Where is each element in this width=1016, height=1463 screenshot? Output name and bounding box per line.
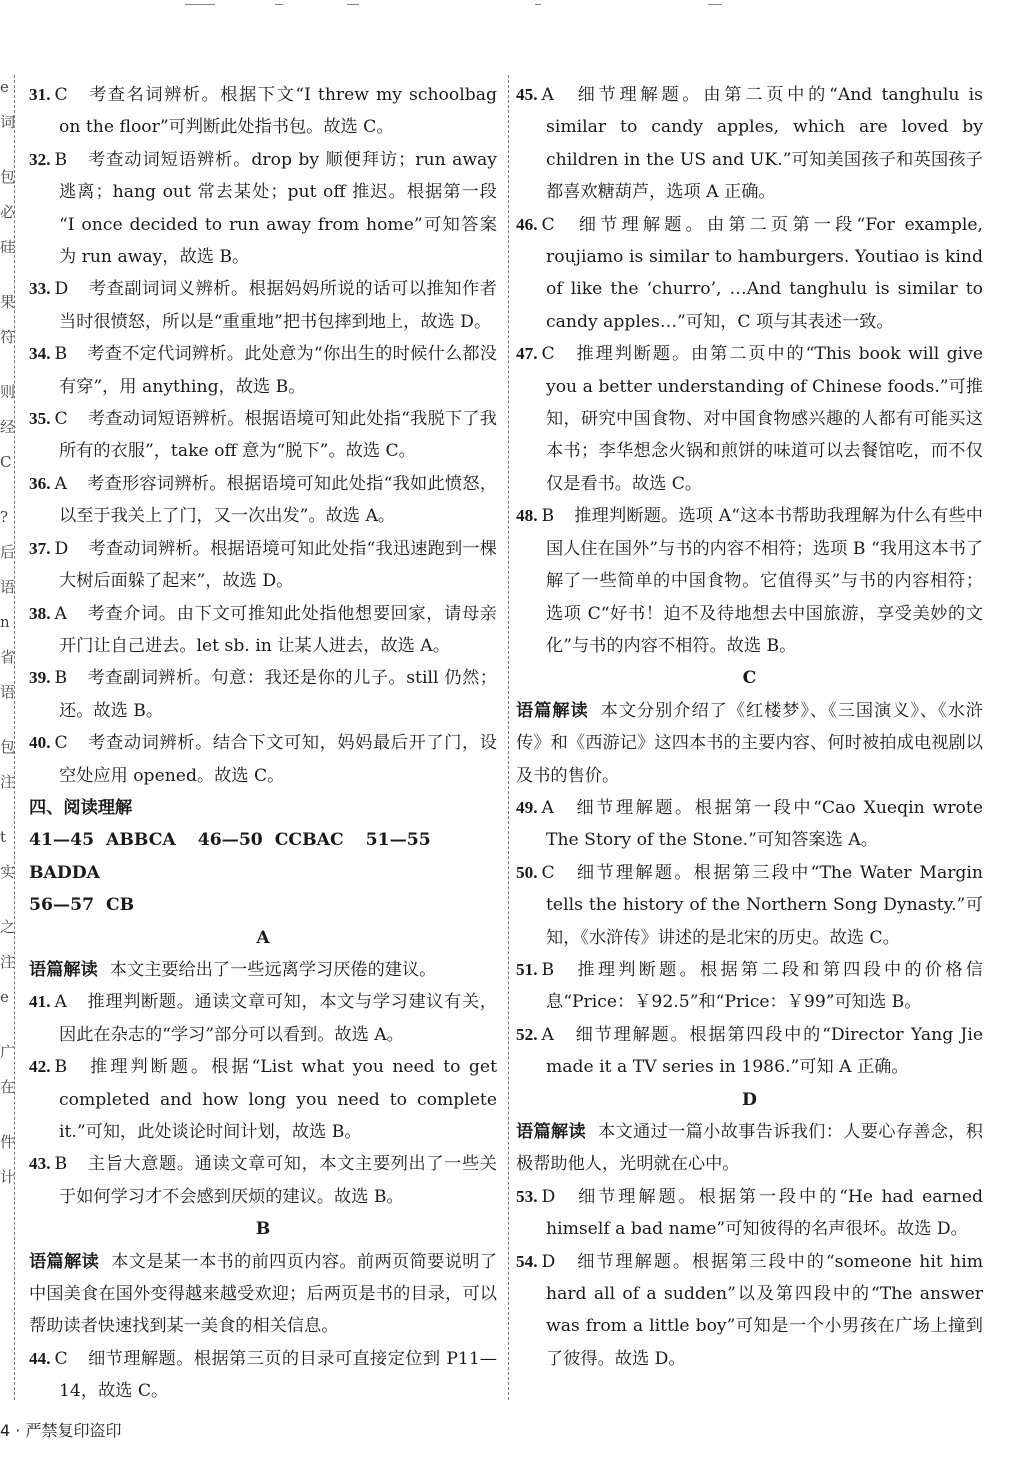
part-c-summary (516, 695, 983, 792)
question-number: 33. (29, 279, 51, 299)
answer-letter: A (54, 992, 67, 1013)
explanation-item (516, 1181, 983, 1246)
gutter-fragment: 件 (0, 1133, 16, 1151)
part-a-summary (29, 954, 497, 986)
gutter-fragment: 之 (0, 918, 16, 936)
top-crop-marks (0, 0, 1016, 14)
gutter-fragment: e (0, 78, 9, 96)
answer-letter: C (54, 409, 68, 430)
question-number: 43. (29, 1154, 51, 1174)
answer-key-group: 51—55 BADDA (29, 830, 431, 883)
gutter-fragment: 符 (0, 328, 16, 346)
explanation-text: 考查不定代词辨析。此处意为“你出生的时候什么都没有穿”，用 anything，故选 B。 (59, 344, 497, 397)
gutter-fragment: e (0, 988, 9, 1006)
explanation-text: 推理判断题。根据“List what you need to get completed and how long you need to complete it.”可知，此处谈论时间计划，故选 B。 (59, 1057, 497, 1142)
gutter-fragment: 词 (0, 113, 16, 131)
question-number: 45. (516, 85, 538, 104)
answer-letter: D (541, 1186, 556, 1207)
gutter-fragment: 实 (0, 863, 16, 881)
summary-text: 本文主要给出了一些远离学习厌倦的建议。 (109, 959, 437, 980)
gutter-fragment: 必 (0, 203, 16, 221)
explanation-text: 推理判断题。选项 A“这本书帮助我理解为什么有些中国人住在国外”与书的内容不相符；选项 B “我用这本书了解了一些简单的中国食物。它值得买”与书的内容相符；选项 C“好书！迫不及待地想去中国旅游，享受美妙的文化”与书的内容不相符。故选 B。 (546, 506, 983, 656)
left-gutter-fragments (0, 78, 16, 1200)
explanation-item (29, 986, 497, 1051)
explanation-text: 考查介词。由下文可推知此处指他想要回家，请母亲开门让自己进去。let sb. in 让某人进去，故选 A。 (59, 603, 497, 656)
explanation-item (29, 1051, 497, 1148)
explanation-text: 推理判断题。通读文章可知，本文与学习建议有关，因此在杂志的“学习”部分可以看到。故选 A。 (59, 992, 497, 1045)
gutter-fragment: 广 (0, 1043, 16, 1061)
summary-label: 语篇解读 (516, 700, 589, 721)
gutter-fragment: t (0, 828, 7, 846)
answer-letter: C (541, 344, 555, 365)
explanation-item (29, 273, 497, 338)
explanation-item (516, 954, 983, 1019)
explanation-item (29, 727, 497, 792)
explanation-text: 细节理解题。根据第一段中的“He had earned himself a bad name”可知彼得的名声很坏。故选 D。 (546, 1186, 983, 1240)
gutter-fragment: ? (0, 508, 9, 526)
gutter-fragment: 硅 (0, 238, 16, 256)
explanation-item (29, 533, 497, 598)
answer-letter: A (54, 603, 67, 624)
answer-letter: B (541, 959, 555, 980)
gutter-fragment: 经 (0, 418, 16, 436)
explanation-item (516, 500, 983, 662)
question-number: 32. (29, 149, 51, 169)
explanation-text: 考查动词短语辨析。drop by 顺便拜访；run away 逃离；hang out 常去某处；put off 推迟。根据第一段 “I once decided to run away from home”可知答案为 run away，故选 B。 (59, 149, 497, 268)
question-number: 40. (29, 733, 51, 753)
explanation-text: 考查动词辨析。根据语境可知此处指“我迅速跑到一棵大树后面躲了起来”，故选 D。 (59, 538, 497, 592)
question-number: 41. (29, 992, 51, 1012)
section-title: 四、阅读理解 (29, 797, 133, 818)
explanation-text: 细节理解题。由第二页中的“And tanghulu is similar to candy apples, which are loved by children in the US and UK.”可知美国孩子和英国孩子都喜欢糖葫芦，选项 A 正确。 (546, 85, 983, 203)
question-number: 37. (29, 538, 51, 558)
answer-key-group: 46—50 CCBAC (197, 830, 344, 851)
answer-letter: B (54, 1057, 68, 1078)
explanation-text: 推理判断题。由第二页中的“This book will give you a better understanding of Chinese foods.”可推知，研究中国食物、对中国食物感兴趣的人都有可能买这本书；李华想念火锅和煎饼的味道可以去餐馆吃，而不仅仅是看书。故选 C。 (546, 344, 983, 494)
gutter-fragment: C (0, 453, 12, 471)
explanation-item (29, 598, 497, 663)
answer-letter: D (541, 1251, 556, 1272)
left-dashed-divider (14, 75, 15, 1400)
explanation-item (29, 144, 497, 274)
explanation-text: 主旨大意题。通读文章可知，本文主要列出了一些关于如何学习才不会感到厌烦的建议。故选 B。 (59, 1154, 497, 1207)
answer-letter: C (54, 85, 68, 105)
center-dashed-divider (508, 75, 509, 1400)
answer-letter: A (541, 797, 554, 818)
explanation-item (29, 1343, 497, 1408)
part-d-explanations (516, 1181, 983, 1375)
answer-key (29, 824, 497, 921)
question-number: 38. (29, 603, 51, 623)
explanation-text: 考查副词词义辨析。根据妈妈所说的话可以推知作者当时很愤怒，所以是“重重地”把书包摔到地上，故选 D。 (59, 279, 497, 332)
question-number: 54. (516, 1251, 538, 1271)
gutter-fragment: 在 (0, 1078, 16, 1096)
answer-letter: C (54, 733, 68, 754)
left-column (29, 79, 497, 1408)
question-number: 42. (29, 1057, 51, 1077)
explanation-text: 细节理解题。根据第四段中的“Director Yang Jie made it a TV series in 1986.”可知 A 正确。 (546, 1024, 983, 1078)
explanation-text: 考查动词短语辨析。根据语境可知此处指“我脱下了我所有的衣服”，take off 意为“脱下”。故选 C。 (59, 409, 497, 462)
question-number: 52. (516, 1024, 538, 1044)
gutter-fragment: 则 (0, 383, 16, 401)
answer-letter: B (54, 344, 68, 365)
answer-letter: A (541, 85, 554, 105)
footer-notice: 4 · 严禁复印盗印 (0, 1421, 122, 1440)
answer-letter: B (54, 668, 68, 689)
answer-key-group: 56—57 CB (29, 895, 135, 916)
gutter-fragment: 语 (0, 683, 16, 701)
summary-label: 语篇解读 (29, 1251, 100, 1272)
explanation-text: 推理判断题。根据第二段和第四段中的价格信息“Price：￥92.5”和“Price：￥99”可知选 B。 (546, 959, 983, 1013)
question-number: 46. (516, 214, 538, 234)
question-number: 51. (516, 959, 538, 979)
summary-label: 语篇解读 (516, 1122, 587, 1142)
explanation-item (516, 79, 983, 209)
part-a-explanations (29, 986, 497, 1213)
part-c-explanations (516, 792, 983, 1084)
gutter-fragment: 语 (0, 578, 16, 596)
right-column (516, 79, 983, 1375)
explanation-text: 细节理解题。根据第三页的目录可直接定位到 P11—14，故选 C。 (59, 1348, 497, 1402)
part-a-heading: A (256, 927, 270, 948)
gutter-fragment: 注 (0, 953, 16, 971)
summary-text: 本文是某一本书的前四页内容。前两页简要说明了中国美食在国外变得越来越受欢迎；后两页是书的目录，可以帮助读者快速找到某一美食的相关信息。 (29, 1251, 497, 1337)
question-number: 39. (29, 668, 51, 688)
answer-letter: A (541, 1024, 554, 1045)
explanation-item (29, 338, 497, 403)
explanation-item (516, 338, 983, 500)
explanation-item (516, 1246, 983, 1376)
gutter-fragment: 包 (0, 168, 16, 186)
gutter-fragment: n (0, 613, 10, 631)
answer-letter: A (54, 473, 67, 494)
explanation-text: 考查副词辨析。句意：我还是你的儿子。still 仍然；还。故选 B。 (59, 668, 497, 721)
explanation-text: 考查动词辨析。结合下文可知，妈妈最后开了门，设空处应用 opened。故选 C。 (59, 733, 497, 786)
summary-text: 本文通过一篇小故事告诉我们：人要心存善念，积极帮助他人，光明就在心中。 (516, 1122, 983, 1175)
answer-key-group: 41—45 ABBCA (29, 830, 176, 851)
part-b-explanations-right (516, 79, 983, 662)
explanation-item (516, 209, 983, 339)
answer-letter: B (54, 1154, 68, 1175)
question-number: 48. (516, 506, 538, 526)
explanation-text: 细节理解题。由第二页第一段“For example, roujiamo is similar to hamburgers. Youtiao is kind of like the ‘churro’, …And tanghulu is similar to candy apples…”可知，C 项与其表述一致。 (546, 214, 983, 332)
answer-letter: D (54, 538, 69, 559)
question-number: 31. (29, 85, 51, 104)
question-number: 53. (516, 1186, 538, 1206)
explanation-item (29, 662, 497, 727)
question-number: 44. (29, 1348, 51, 1368)
part-b-summary (29, 1246, 497, 1343)
part-d-summary (516, 1116, 983, 1181)
part-c-heading: C (742, 668, 757, 689)
gutter-fragment: 后 (0, 543, 16, 561)
answer-letter: C (541, 862, 555, 883)
answer-letter: B (54, 149, 68, 170)
answer-letter: D (54, 279, 69, 300)
gutter-fragment: 省 (0, 648, 16, 666)
explanation-item (29, 79, 497, 144)
gutter-fragment: 果 (0, 293, 16, 311)
part-b-explanations-left (29, 1343, 497, 1408)
cloze-explanations (29, 79, 497, 792)
gutter-fragment: 包 (0, 738, 16, 756)
part-b-heading: B (255, 1219, 271, 1240)
explanation-item (29, 403, 497, 468)
explanation-text: 细节理解题。根据第一段中“Cao Xueqin wrote The Story of the Stone.”可知答案选 A。 (546, 797, 983, 851)
summary-text: 本文分别介绍了《红楼梦》、《三国演义》、《水浒传》和《西游记》这四本书的主要内容、何时被拍成电视剧以及书的售价。 (516, 700, 983, 786)
question-number: 50. (516, 862, 538, 882)
answer-letter: C (541, 214, 555, 235)
explanation-item (29, 468, 497, 533)
explanation-item (29, 1148, 497, 1213)
question-number: 34. (29, 344, 51, 364)
explanation-text: 细节理解题。根据第三段中“The Water Margin tells the history of the Northern Song Dynasty.”可知，《水浒传》讲述的是北宋的历史。故选 C。 (546, 862, 983, 948)
explanation-text: 考查形容词辨析。根据语境可知此处指“我如此愤怒，以至于我关上了门，又一次出发”。故选 A。 (59, 473, 497, 527)
question-number: 35. (29, 409, 51, 429)
explanation-item (516, 1019, 983, 1084)
explanation-text: 考查名词辨析。根据下文“I threw my schoolbag on the floor”可判断此处指书包。故选 C。 (59, 85, 497, 138)
question-number: 47. (516, 344, 538, 364)
summary-label: 语篇解读 (29, 959, 98, 980)
answer-letter: C (54, 1348, 68, 1369)
explanation-item (516, 857, 983, 954)
part-d-heading: D (742, 1089, 757, 1110)
question-number: 49. (516, 797, 538, 817)
question-number: 36. (29, 473, 51, 493)
explanation-text: 细节理解题。根据第三段中的“someone hit him hard all of a sudden”以及第四段中的“The answer was from a little boy”可知是一个小男孩在广场上撞到了彼得。故选 D。 (546, 1251, 983, 1369)
gutter-fragment: 注 (0, 773, 16, 791)
answer-letter: B (541, 506, 555, 527)
gutter-fragment: 计 (0, 1168, 16, 1186)
explanation-item (516, 792, 983, 857)
